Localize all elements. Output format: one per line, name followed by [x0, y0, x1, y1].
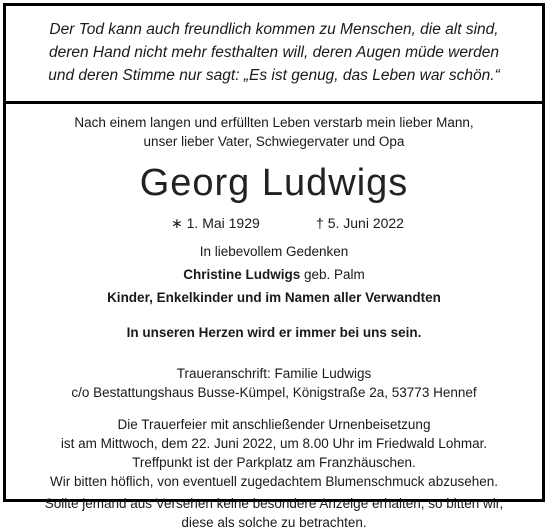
quote-line: und deren Stimme nur sagt: „Es ist genug, das Leben war schön.“: [48, 67, 500, 84]
ceremony-line: ist am Mittwoch, dem 22. Juni 2022, um 8.00 Uhr im Friedwald Lohmar.: [60, 436, 488, 451]
address-line: c/o Bestattungshaus Busse-Kümpel, Königstraße 2a, 53773 Hennef: [71, 385, 477, 400]
widow-line: [6, 265, 542, 284]
intro-text: [6, 113, 542, 151]
closing-line: Sollte jemand aus Versehen keine besondere Anzeige erhalten, so bitten wir,: [44, 496, 504, 511]
divider: [6, 101, 542, 104]
mourners-heading: In liebevollem Gedenken: [199, 244, 349, 259]
quote-line: Der Tod kann auch freundlich kommen zu Menschen, die alt sind,: [49, 21, 499, 38]
birth-date-text: 1. Mai 1929: [186, 215, 260, 231]
widow-name: Christine Ludwigs: [183, 267, 301, 282]
ceremony-line: Die Trauerfeier mit anschließender Urnenbeisetzung: [117, 417, 431, 432]
obituary-notice: [3, 3, 545, 530]
intro-line: unser lieber Vater, Schwiegervater und Opa: [143, 134, 405, 149]
death-cross-icon: †: [316, 215, 324, 231]
intro-line: Nach einem langen und erfüllten Leben verstarb mein lieber Mann,: [74, 115, 474, 130]
memorial-quote: [6, 18, 542, 87]
ceremony-line: Treffpunkt ist der Parkplatz am Franzhäuschen.: [132, 455, 416, 470]
ceremony-line: Wir bitten höflich, von eventuell zugedachtem Blumenschmuck abzusehen.: [50, 474, 498, 489]
widow-maiden-name: geb. Palm: [300, 267, 365, 282]
deceased-name: Georg Ludwigs: [139, 162, 409, 204]
life-dates: [6, 215, 542, 235]
closing-line: diese als solche zu betrachten.: [181, 515, 367, 530]
birth-date: [171, 215, 260, 232]
quote-line: deren Hand nicht mehr festhalten will, deren Augen müde werden: [48, 44, 500, 61]
death-date-text: 5. Juni 2022: [327, 215, 404, 231]
ceremony-details: [6, 415, 542, 532]
address-line: Traueranschrift: Familie Ludwigs: [176, 366, 372, 381]
memory-line: In unseren Herzen wird er immer bei uns sein.: [126, 325, 422, 340]
family-line: Kinder, Enkelkinder und im Namen aller Verwandten: [107, 290, 441, 305]
death-date: [316, 215, 404, 231]
birth-star-icon: ∗: [171, 215, 183, 231]
mourning-address: [6, 364, 542, 402]
